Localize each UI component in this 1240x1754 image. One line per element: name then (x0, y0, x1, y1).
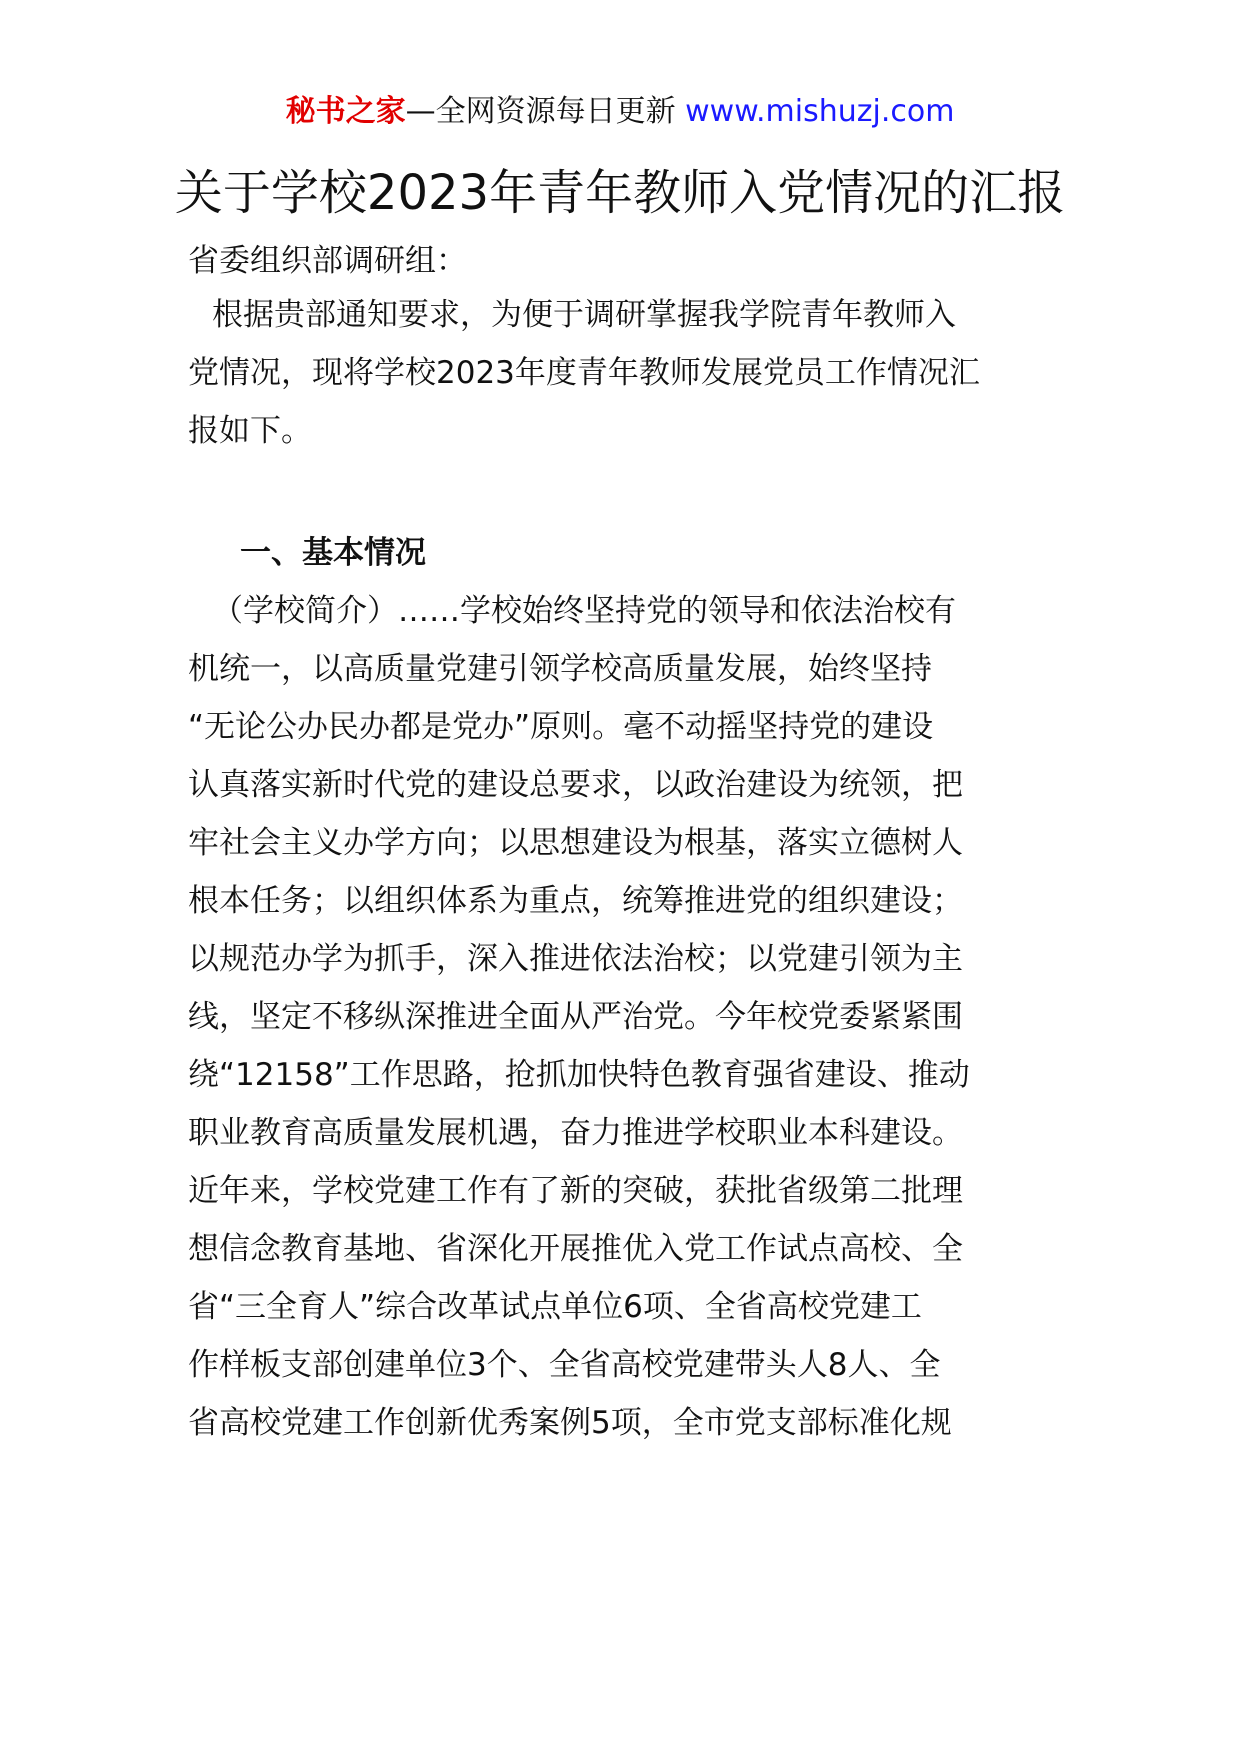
intro-line: 党情况，现将学校2023年度青年教师发展党员工作情况汇 (188, 355, 980, 391)
body-line: 作样板支部创建单位3个、全省高校党建带头人8人、全 (188, 1347, 941, 1383)
body-line: 认真落实新时代党的建设总要求，以政治建设为统领，把 (188, 767, 963, 803)
header-banner (0, 92, 1240, 132)
body-line: 牢社会主义办学方向；以思想建设为根基，落实立德树人 (188, 825, 963, 861)
body-line: 绕“12158”工作思路，抢抓加快特色教育强省建设、推动 (188, 1057, 970, 1093)
body-line: 省“三全育人”综合改革试点单位6项、全省高校党建工 (188, 1289, 922, 1325)
intro-line: 根据贵部通知要求，为便于调研掌握我学院青年教师入 (212, 297, 956, 333)
body-line: 省高校党建工作创新优秀案例5项，全市党支部标准化规 (188, 1405, 952, 1441)
body-line: 根本任务；以组织体系为重点，统筹推进党的组织建设； (188, 883, 963, 919)
website-link[interactable]: www.mishuzj.com (685, 94, 955, 129)
body-line: 近年来，学校党建工作有了新的突破，获批省级第二批理 (188, 1173, 963, 1209)
body-line: 以规范办学为抓手，深入推进依法治校；以党建引领为主 (188, 941, 963, 977)
salutation: 省委组织部调研组： (188, 243, 467, 279)
brand-name: 秘书之家 (285, 94, 406, 129)
intro-line: 报如下。 (188, 413, 312, 449)
body-line: 线，坚定不移纵深推进全面从严治党。今年校党委紧紧围 (188, 999, 963, 1035)
section-heading: 一、基本情况 (240, 535, 426, 571)
body-line: （学校简介）……学校始终坚持党的领导和依法治校有 (212, 593, 956, 629)
body-line: 职业教育高质量发展机遇，奋力推进学校职业本科建设。 (188, 1115, 963, 1151)
body-line: “无论公办民办都是党办”原则。毫不动摇坚持党的建设 (188, 709, 934, 745)
document-title: 关于学校2023年青年教师入党情况的汇报 (174, 165, 1066, 221)
body-line: 想信念教育基地、省深化开展推优入党工作试点高校、全 (188, 1231, 963, 1267)
banner-tagline: —全网资源每日更新 (405, 94, 676, 129)
body-line: 机统一，以高质量党建引领学校高质量发展，始终坚持 (188, 651, 932, 687)
